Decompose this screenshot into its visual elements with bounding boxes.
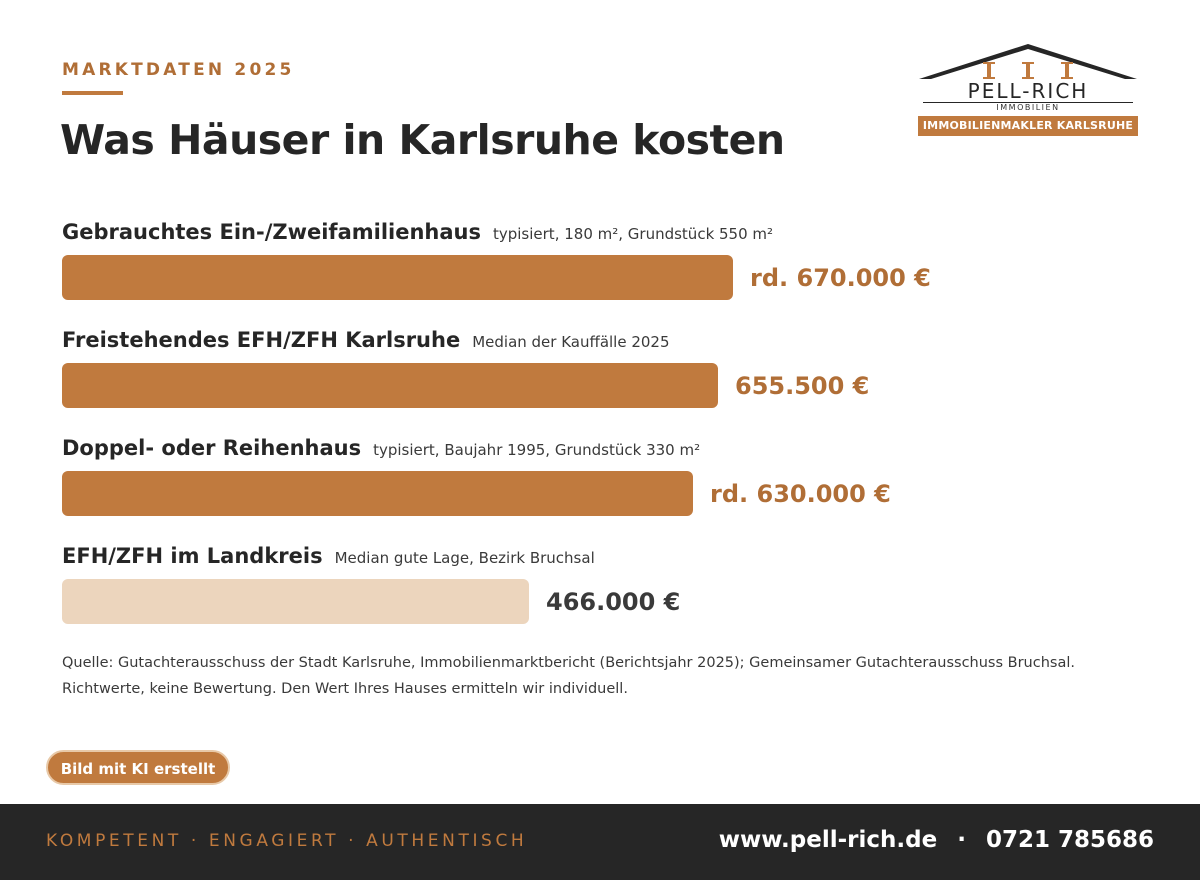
- category-note: Median der Kauffälle 2025: [472, 333, 670, 351]
- logo-tagline-band: IMMOBILIENMAKLER KARLSRUHE: [918, 116, 1138, 136]
- page-title: Was Häuser in Karlsruhe kosten: [60, 116, 785, 164]
- value-label-3: rd. 630.000 €: [710, 480, 891, 508]
- value-label-2: 655.500 €: [735, 372, 870, 400]
- category-note: typisiert, Baujahr 1995, Grundstück 330 m²: [373, 441, 701, 459]
- eyebrow-label: MARKTDATEN 2025: [62, 60, 295, 80]
- bar-3: [62, 471, 693, 516]
- website-link[interactable]: www.pell-rich.de: [718, 827, 938, 853]
- source-line-1: Quelle: Gutachterausschuss der Stadt Karlsruhe, Immobilienmarktbericht (Berichtsjahr 2025); Gemeinsamer Gutachterausschuss Bruchsal.: [62, 655, 1075, 671]
- footer-contact: [719, 827, 1154, 853]
- row-label-4: [62, 544, 595, 568]
- row-label-3: [62, 436, 700, 460]
- row-label-2: [62, 328, 670, 352]
- category-label: Doppel- oder Reihenhaus: [62, 436, 362, 460]
- category-label: EFH/ZFH im Landkreis: [62, 544, 323, 568]
- footer-separator: ·: [957, 827, 966, 853]
- row-label-1: [62, 220, 773, 244]
- value-label-1: rd. 670.000 €: [750, 264, 931, 292]
- phone-number[interactable]: 0721 785686: [985, 827, 1154, 853]
- ai-generated-badge: Bild mit KI erstellt: [46, 750, 230, 785]
- logo-name: PELL-RICH: [967, 79, 1089, 103]
- source-note: [62, 650, 1142, 702]
- source-line-2: Richtwerte, keine Bewertung. Den Wert Ihres Hauses ermitteln wir individuell.: [62, 681, 628, 697]
- bar-2: [62, 363, 718, 408]
- bar-1: [62, 255, 733, 300]
- category-label: Gebrauchtes Ein-/Zweifamilienhaus: [62, 220, 481, 244]
- footer-tagline: KOMPETENT · ENGAGIERT · AUTHENTISCH: [46, 831, 528, 851]
- category-label: Freistehendes EFH/ZFH Karlsruhe: [62, 328, 461, 352]
- footer-bar: [0, 804, 1200, 880]
- category-note: typisiert, 180 m², Grundstück 550 m²: [492, 225, 774, 243]
- logo-subtitle: IMMOBILIEN: [996, 103, 1060, 112]
- bar-4: [62, 579, 529, 624]
- value-label-4: 466.000 €: [546, 588, 681, 616]
- category-note: Median gute Lage, Bezirk Bruchsal: [334, 549, 595, 567]
